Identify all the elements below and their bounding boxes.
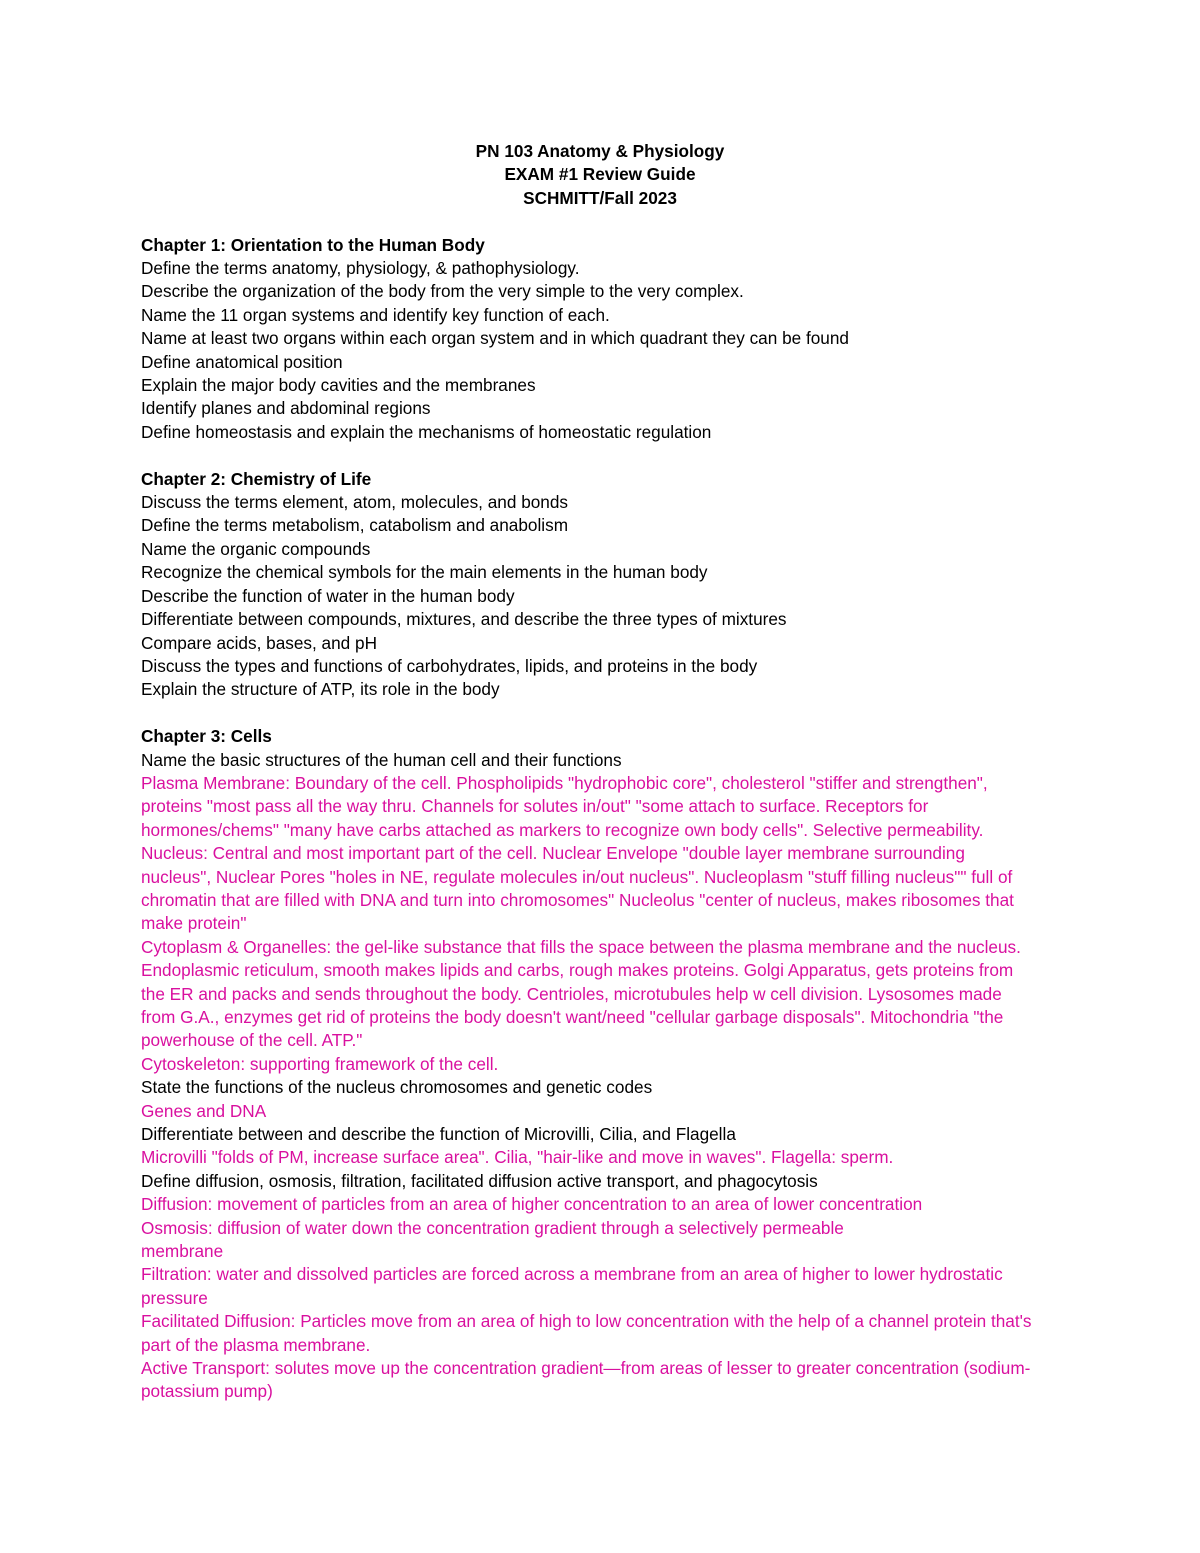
- list-item: Explain the major body cavities and the membranes: [141, 375, 536, 396]
- list-item: Recognize the chemical symbols for the main elements in the human body: [141, 562, 708, 583]
- list-item: Describe the organization of the body from the very simple to the very complex.: [141, 281, 744, 302]
- chapter-1-section: [141, 234, 1071, 445]
- answer-plasma-membrane: hormones/chems" "many have carbs attached as markers to recognize own body cells". Selective permeability.: [141, 819, 984, 840]
- answer-facilitated-diffusion: part of the plasma membrane.: [141, 1334, 371, 1355]
- answer-osmosis: Osmosis: diffusion of water down the concentration gradient through a selectively permeable: [141, 1217, 844, 1238]
- answer-nucleus: nucleus", Nuclear Pores "holes in NE, regulate molecules in/out nucleus". Nucleoplasm "stuff filling nucleus"" full of: [141, 866, 1013, 887]
- answer-active-transport: Active Transport: solutes move up the concentration gradient—from areas of lesser to greater concentration (sodium-: [141, 1358, 1031, 1379]
- answer-cytoplasm: Cytoplasm & Organelles: the gel-like substance that fills the space between the plasma membrane and the nucleus.: [141, 936, 1021, 957]
- list-item: Discuss the types and functions of carbohydrates, lipids, and proteins in the body: [141, 655, 758, 676]
- list-item: Compare acids, bases, and pH: [141, 632, 377, 653]
- question-nucleus-functions: State the functions of the nucleus chromosomes and genetic codes: [141, 1077, 653, 1098]
- chapter-2-title: Chapter 2: Chemistry of Life: [141, 468, 372, 489]
- document-page: [141, 140, 1071, 1404]
- list-item: Name the organic compounds: [141, 538, 371, 559]
- answer-diffusion: Diffusion: movement of particles from an area of higher concentration to an area of lower concentration: [141, 1194, 923, 1215]
- list-item: Explain the structure of ATP, its role in the body: [141, 679, 500, 700]
- answer-nucleus: make protein": [141, 913, 247, 934]
- list-item: Define the terms metabolism, catabolism and anabolism: [141, 515, 569, 536]
- list-item: Describe the function of water in the human body: [141, 585, 515, 606]
- list-item: Name at least two organs within each organ system and in which quadrant they can be found: [141, 328, 849, 349]
- answer-genes: Genes and DNA: [141, 1100, 267, 1121]
- list-item: Name the 11 organ systems and identify key function of each.: [141, 304, 610, 325]
- course-title: PN 103 Anatomy & Physiology: [475, 141, 725, 161]
- list-item: Identify planes and abdominal regions: [141, 398, 431, 419]
- answer-cytoplasm: the ER and packs and sends throughout the body. Centrioles, microtubules help w cell division. Lysosomes made: [141, 983, 1002, 1004]
- chapter-3-section: [141, 725, 1071, 1404]
- answer-plasma-membrane: proteins "most pass all the way thru. Channels for solutes in/out" "some attach to surface. Receptors for: [141, 796, 929, 817]
- document-header: [141, 140, 1059, 210]
- answer-nucleus: Nucleus: Central and most important part of the cell. Nuclear Envelope "double layer membrane surrounding: [141, 843, 965, 864]
- answer-filtration: pressure: [141, 1287, 208, 1308]
- answer-cytoplasm: powerhouse of the cell. ATP.": [141, 1030, 363, 1051]
- chapter-2-section: [141, 468, 1071, 702]
- question-structures: Name the basic structures of the human cell and their functions: [141, 749, 622, 770]
- answer-filtration: Filtration: water and dissolved particles are forced across a membrane from an area of higher to lower hydrostatic: [141, 1264, 1003, 1285]
- answer-cytoskeleton: Cytoskeleton: supporting framework of the cell.: [141, 1053, 499, 1074]
- question-microvilli: Differentiate between and describe the function of Microvilli, Cilia, and Flagella: [141, 1124, 736, 1145]
- list-item: Discuss the terms element, atom, molecules, and bonds: [141, 492, 569, 513]
- list-item: Define anatomical position: [141, 351, 343, 372]
- list-item: Define homeostasis and explain the mechanisms of homeostatic regulation: [141, 421, 712, 442]
- answer-cytoplasm: Endoplasmic reticulum, smooth makes lipids and carbs, rough makes proteins. Golgi Apparatus, gets proteins from: [141, 960, 1014, 981]
- list-item: Define the terms anatomy, physiology, & pathophysiology.: [141, 258, 580, 279]
- answer-facilitated-diffusion: Facilitated Diffusion: Particles move from an area of high to low concentration with the help of a channel protein that's: [141, 1311, 1032, 1332]
- answer-osmosis: membrane: [141, 1241, 224, 1262]
- exam-title: EXAM #1 Review Guide: [504, 164, 696, 185]
- chapter-3-title: Chapter 3: Cells: [141, 726, 272, 747]
- list-item: Differentiate between compounds, mixtures, and describe the three types of mixtures: [141, 609, 787, 630]
- answer-plasma-membrane: Plasma Membrane: Boundary of the cell. Phospholipids "hydrophobic core", cholesterol "stiffer and strengthen",: [141, 772, 988, 793]
- chapter-1-title: Chapter 1: Orientation to the Human Body: [141, 234, 485, 255]
- answer-cytoplasm: from G.A., enzymes get rid of proteins the body doesn't want/need "cellular garbage disposals". Mitochondria "the: [141, 1006, 1004, 1027]
- answer-active-transport: potassium pump): [141, 1381, 273, 1402]
- answer-microvilli: Microvilli "folds of PM, increase surface area". Cilia, "hair-like and move in waves". Flagella: sperm.: [141, 1147, 894, 1168]
- instructor-term: SCHMITT/Fall 2023: [523, 187, 677, 208]
- answer-nucleus: chromatin that are filled with DNA and turn into chromosomes" Nucleolus "center of nucleus, makes ribosomes that: [141, 889, 1014, 910]
- question-transport: Define diffusion, osmosis, filtration, facilitated diffusion active transport, and phagocytosis: [141, 1170, 818, 1191]
